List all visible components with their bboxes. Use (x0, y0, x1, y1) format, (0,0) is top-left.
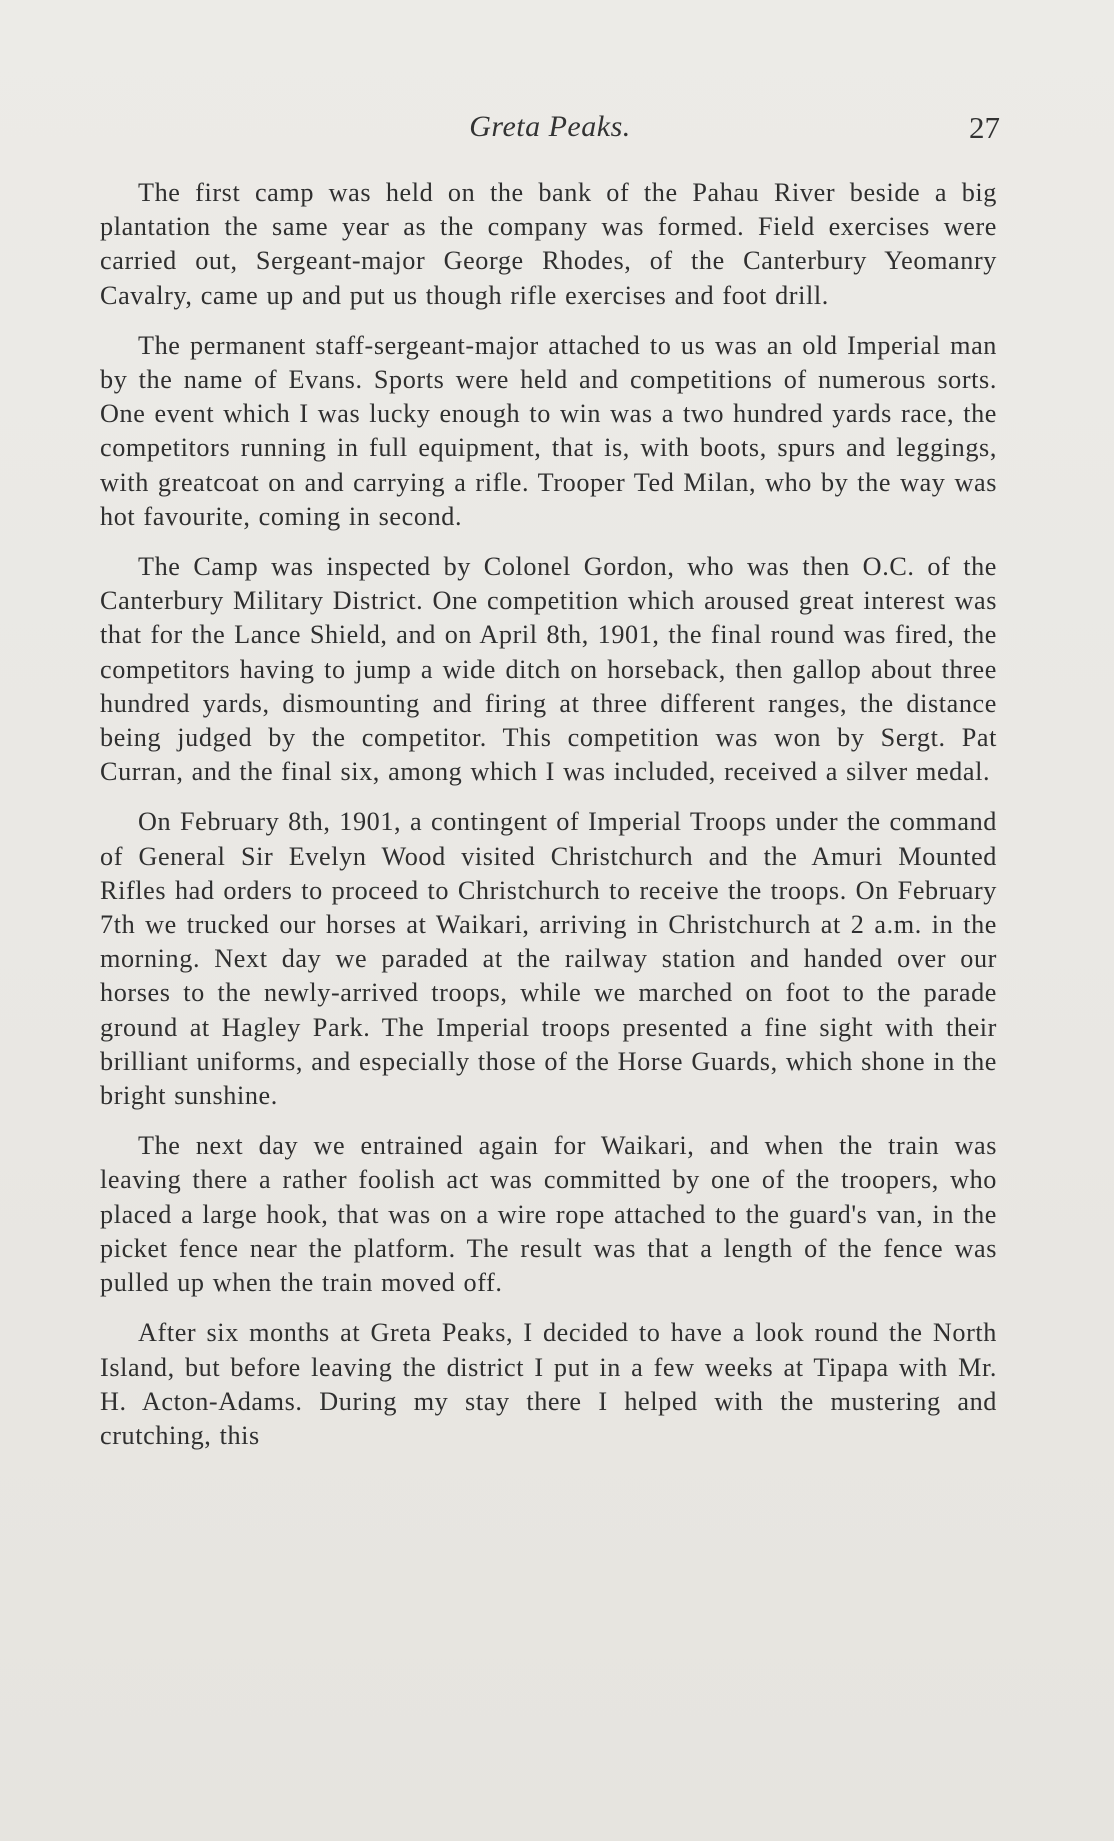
paragraph: The next day we entrained again for Waikari, and when the train was leaving there a rather foolish act was committed by one of the troopers, who placed a large hook, that was on a wire rope attached to the guard's van, in the picket fence near the platform. The result was that a length of the fence was pulled up when the train moved off. (100, 1131, 997, 1298)
paragraph: The first camp was held on the bank of the Pahau River beside a big plantation the same year as the company was formed. Field exercises were carried out, Sergeant-major George Rhodes, of the Canterbury Yeomanry Cavalry, came up and put us though rifle exercises and foot drill. (100, 178, 997, 310)
body-text (100, 176, 997, 1469)
page-number: 27 (969, 110, 1000, 145)
paragraph: On February 8th, 1901, a contingent of Imperial Troops under the command of General Sir Evelyn Wood visited Christchurch and the Amuri Mounted Rifles had orders to proceed to Christchurch to receive the troops. On February 7th we trucked our horses at Waikari, arriving in Christchurch at 2 a.m. in the morning. Next day we paraded at the railway station and handed over our horses to the newly-arrived troops, while we marched on foot to the parade ground at Hagley Park. The Imperial troops presented a fine sight with their brilliant uniforms, and especially those of the Horse Guards, which shone in the bright sunshine. (100, 807, 997, 1111)
paragraph: The permanent staff-sergeant-major attached to us was an old Imperial man by the name of Evans. Sports were held and competitions of numerous sorts. One event which I was lucky enough to win was a two hundred yards race, the competitors running in full equipment, that is, with boots, spurs and leggings, with greatcoat on and carrying a rifle. Trooper Ted Milan, who by the way was hot favourite, coming in second. (100, 330, 997, 531)
running-title: Greta Peaks. (469, 110, 631, 143)
paragraph: The Camp was inspected by Colonel Gordon, who was then O.C. of the Canterbury Military District. One competition which aroused great interest was that for the Lance Shield, and on April 8th, 1901, the final round was fired, the competitors having to jump a wide ditch on horseback, then gallop about three hundred yards, dismounting and firing at three different ranges, the distance being judged by the competitor. This competition was won by Sergt. Pat Curran, and the final six, among which I was included, received a silver medal. (100, 552, 997, 787)
running-head (100, 110, 1000, 150)
paragraph: After six months at Greta Peaks, I decided to have a look round the North Island, but before leaving the district I put in a few weeks at Tipapa with Mr. H. Acton-Adams. During my stay there I helped with the mustering and crutching, this (100, 1318, 997, 1450)
